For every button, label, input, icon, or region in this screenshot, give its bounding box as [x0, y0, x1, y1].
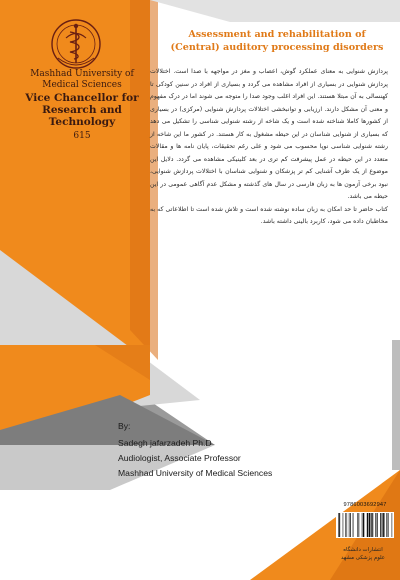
author-name: Sadegh jafarzadeh Ph.D — [118, 438, 212, 448]
barcode-bar — [386, 513, 387, 537]
barcode-bar — [350, 513, 351, 537]
isbn-number: 9786003692947 — [343, 502, 387, 508]
barcode-bar — [377, 513, 378, 537]
barcode-bar — [349, 513, 350, 537]
university-logo — [44, 14, 108, 74]
vice-chancellor-line1: Vice Chancellor for — [25, 92, 139, 104]
barcode-bar — [388, 513, 389, 537]
barcode-icon — [336, 512, 394, 538]
university-emblem-icon — [44, 14, 108, 74]
barcode-bar — [343, 513, 344, 537]
barcode-bar — [347, 513, 348, 537]
barcode-bar — [358, 513, 359, 537]
barcode-bar — [367, 513, 368, 537]
barcode-bar — [372, 513, 373, 537]
description-paragraph-1: پردازش شنوایی به معنای عملکرد گوش، اعصاب و مغز در مواجهه با صدا است. اختلالات پردازش شنوایی در بسیاری از افراد مشاهده می گردد و بسیاری از افراد در سنین کودکی تا کهنسالی به آن مبتلا هستند. این افراد اغلب وجود صدا را متوجه می شوند اما در درک مفهوم و معنی آن مشکل دارند. ارزیابی و توانبخشی اختلالات پردازش شنوایی (مرکزی) در بسیاری از کشورها کاملا شناخته شده است و یک شاخه از رشته شنوایی شناسی را تشکیل می دهد که بسیاری از شنوایی شناسان در این حیطه مشغول به کار هستند. در کشور ما این شاخه از رشته شنوایی شناسی نوپا محسوب می شود و علی رغم تحقیقات، پایان نامه ها و مقالات متعدد در این حیطه در عمل پیشرفت کم تری در بعد کلینیکی مشاهده می گردد. دلایل این موضوع از یک طرف آشنایی کم تر پزشکان و شنوایی شناسان با اختلالات پردازش شنوایی، نبود برخی آزمون ها به زبان فارسی در سال های گذشته و مشکل عدم آگاهی عمومی در این حیطه می باشد. — [150, 68, 388, 200]
barcode-bar — [345, 513, 346, 537]
publisher-line1: انتشارات دانشگاه — [343, 547, 383, 553]
author-block — [118, 420, 388, 481]
book-description — [150, 66, 388, 326]
author-affiliation: Mashhad University of Medical Sciences — [118, 468, 273, 478]
vice-chancellor-line2: Research and Technology — [42, 104, 122, 128]
university-name-line2: Medical Sciences — [42, 80, 122, 90]
description-paragraph-2: کتاب حاضر تا حد امکان به زبان ساده نوشته شده است و تلاش شده است تا اطلاعاتی که به مخاطبان داده می شود، کاربرد بالینی داشته باشد. — [150, 205, 388, 225]
barcode — [336, 512, 394, 538]
gray-band-large — [150, 0, 400, 22]
barcode-bar — [380, 513, 381, 537]
university-name-line1: Mashhad University of — [30, 69, 134, 79]
barcode-bar — [375, 513, 376, 537]
barcode-bar — [338, 513, 339, 537]
publisher-name — [330, 546, 396, 562]
barcode-bar — [357, 513, 358, 537]
barcode-bar — [382, 513, 383, 537]
barcode-bar — [371, 513, 372, 537]
university-name — [8, 69, 156, 142]
barcode-bar — [383, 513, 384, 537]
barcode-bar — [392, 513, 393, 537]
gray-strip-right — [392, 340, 400, 470]
barcode-bar — [339, 513, 340, 537]
book-title-line1: Assessment and rehabilitation of — [188, 29, 366, 40]
barcode-bar — [362, 513, 363, 537]
barcode-bar — [353, 513, 354, 537]
author-by-label: By: — [118, 421, 131, 431]
barcode-bar — [363, 513, 364, 537]
publisher-line2: علوم پزشکی مشهد — [340, 555, 386, 561]
barcode-bar — [369, 513, 370, 537]
book-title — [162, 28, 392, 54]
publication-number: 615 — [73, 131, 91, 141]
book-title-line2: (Central) auditory processing disorders — [170, 42, 384, 53]
author-role: Audiologist, Associate Professor — [118, 453, 241, 463]
